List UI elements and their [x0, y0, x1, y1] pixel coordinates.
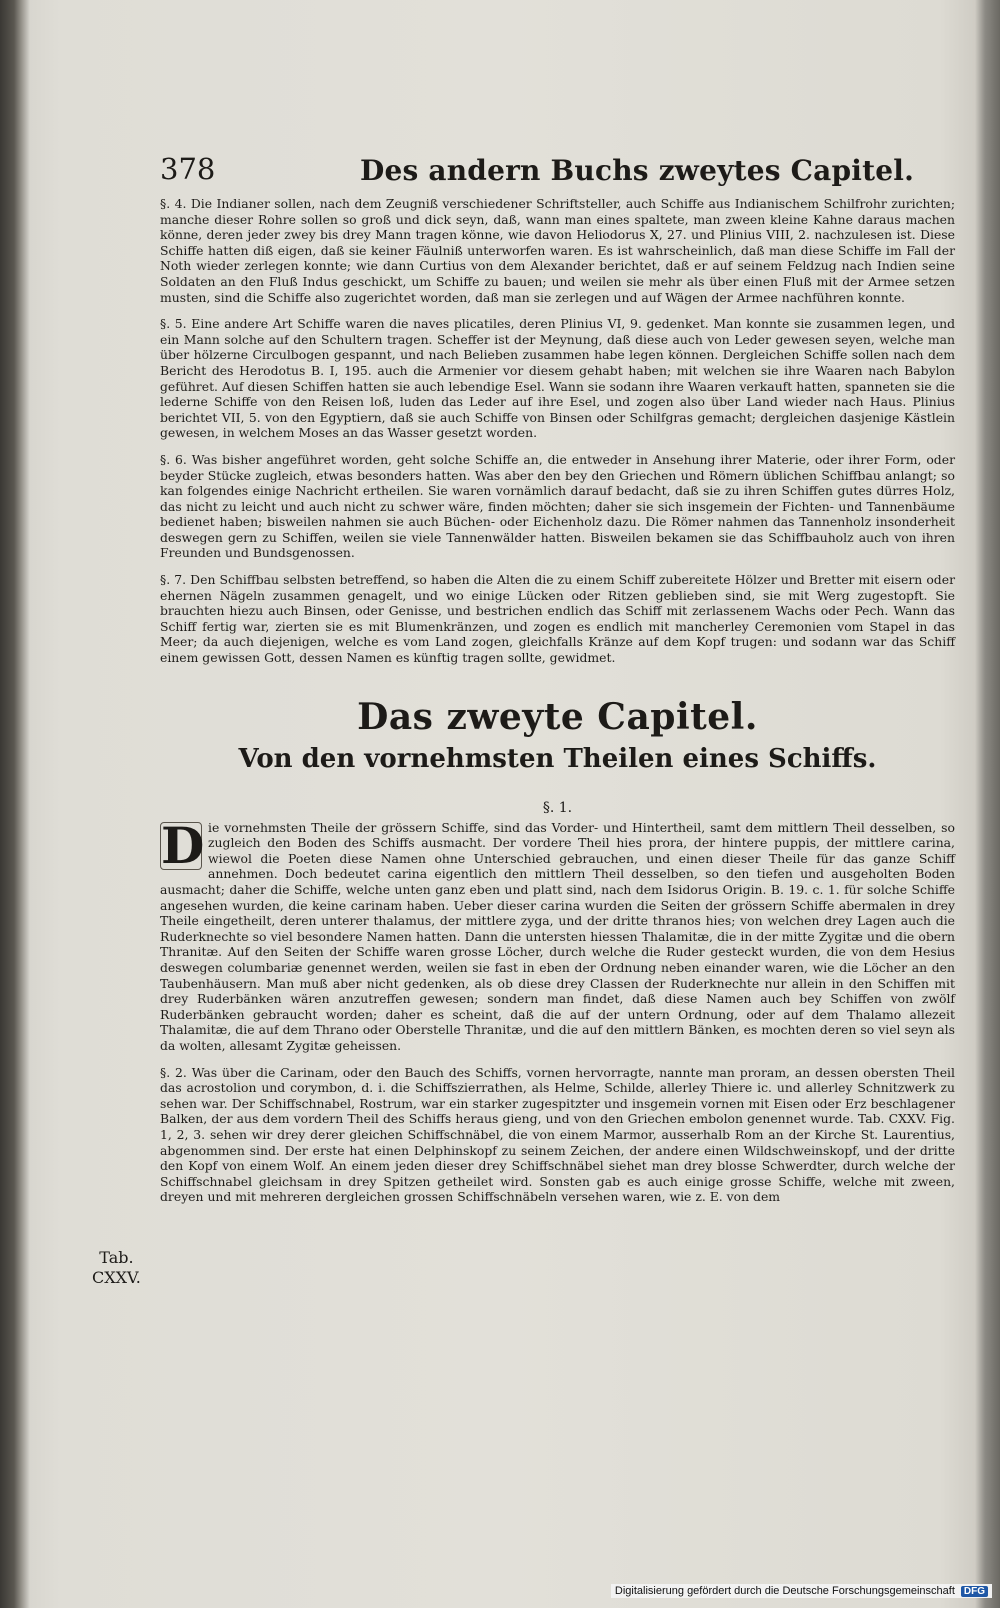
chapter-subtitle: Von den vornehmsten Theilen eines Schiffs.: [238, 743, 877, 774]
paragraph-6: §. 6. Was bisher angeführet worden, geht solche Schiffe an, die entweder in Ansehung ihrer Materie, oder ihrer Form, oder beyder Stücke zugleich, etwas besonders hatten. Was aber den bey den Griechen und Römern üblichen Schiffbau anlangt; so kan folgendes einige Nachricht ertheilen. Sie waren vornämlich darauf bedacht, daß sie zu ihren Schiffen gutes dürres Holz, das nicht zu leicht und auch nicht zu schwer wäre, finden möchten; daher sie sich insgemein der Fichten- und Tannenbäume bedienet haben; bisweilen nahmen sie auch Büchen- oder Eichenholz dazu. Die Römer nahmen das Tannenholz insonderheit deswegen gern zu Schiffen, weilen sie viele Tannenwälder hatten. Bisweilen bekamen sie das Schiffbauholz auch von ihren Freunden und Bundsgenossen.: [160, 451, 955, 561]
digitization-footer: [611, 1584, 992, 1598]
page-number: 378: [160, 152, 216, 186]
book-page: [160, 152, 955, 1522]
paragraph-4: §. 4. Die Indianer sollen, nach dem Zeugniß verschiedener Schriftsteller, auch Schiffe aus Indianischem Schilfrohr zurichten; manche dieser Rohre sollen so groß und dick seyn, daß, wann man eines spaltete, man zween kleine Kahne daraus machen könne, deren jeder zwey bis drey Mann tragen könne, wie davon Heliodorus X, 27. und Plinius VIII, 2. nachzulesen ist. Diese Schiffe hatten diß eigen, daß sie keiner Fäulniß unterworfen waren. Es ist wahrscheinlich, daß man diese Schiffe im Fall der Noth wieder zerlegen konnte; wie dann Curtius von dem Alexander berichtet, daß er auf seinem Feldzug nach Indien seine Soldaten an den Fluß Indus geschickt, um Schiffe zu bauen; und weilen sie mehr als über einen Fluß mit der Armee setzen musten, sind die Schiffe also zugerichtet worden, daß man sie zerlegen und auf Wägen der Armee nachführen konnte.: [160, 196, 955, 305]
paragraph-5: §. 5. Eine andere Art Schiffe waren die naves plicatiles, deren Plinius VI, 9. gedenket. Man konnte sie zusammen legen, und ein Mann solche auf den Schultern tragen. Scheffer ist der Meynung, daß diese auch von Leder gewesen seyen, welche man über hölzerne Circulbogen gespannt, und nach Belieben zusammen habe legen können. Dergleichen Schiffe sollen nach dem Bericht des Herodotus B. I, 195. auch die Armenier vor diesem gehabt haben; mit welchen sie ihre Waaren nach Babylon geführet. Auf diesen Schiffen hatten sie auch lebendige Esel. Wann sie sodann ihre Waaren verkauft hatten, spanneten sie die lederne Schiffe von den Reisen loß, luden das Leder auf ihre Esel, und zogen also über Land wieder nach Haus. Plinius berichtet VII, 5. von den Egyptiern, daß sie auch Schiffe von Binsen oder Schilfgras gemacht; dergleichen dasjenige Kästlein gewesen, in welchem Moses an das Wasser gesetzt worden.: [160, 316, 955, 441]
margin-note-line-2: CXXV.: [92, 1268, 141, 1287]
footer-text: Digitalisierung gefördert durch die Deutsche Forschungsgemeinschaft: [614, 1585, 955, 1597]
section-2-paragraph: §. 2. Was über die Carinam, oder den Bauch des Schiffs, vornen hervorragte, nannte man proram, an dessen obersten Theil das acrostolion und corymbon, d. i. die Schiffszierrathen, als Helme, Schilde, allerley Thiere ic. und allerley Schnitzwerk zu sehen war. Der Schiffschnabel, Rostrum, war ein starker zugespitzter und insgemein vornen mit Eisen oder Erz beschlagener Balken, der aus dem vordern Theil des Schiffs heraus gieng, und von den Griechen embolon genennet wurde. Tab. CXXV. Fig. 1, 2, 3. sehen wir drey derer gleichen Schiffschnäbel, die von einem Marmor, ausserhalb Rom an der Kirche St. Laurentius, abgenommen sind. Der erste hat einen Delphinskopf zu seinem Zeichen, der andere einen Wildschweinskopf, und der dritte den Kopf von einem Wolf. An einem jeden dieser drey Schiffschnäbel siehet man drey blosse Schwerdter, durch welche der Schiffschnabel gleichsam in drey Spitzen getheilet wird. Sonsten gab es auch einige grosse Schiffe, welche mit zween, dreyen und mit mehreren dergleichen grossen Schiffschnäbeln versehen waren, wie z. E. von dem: [160, 1064, 955, 1205]
running-head: Des andern Buchs zweytes Capitel.: [360, 154, 915, 187]
drop-cap: D: [161, 815, 205, 875]
section-1-paragraph: [160, 815, 955, 1054]
chapter-title: Das zweyte Capitel.: [357, 695, 758, 738]
section-mark: §. 1.: [542, 799, 573, 816]
margin-note-plate-reference: [92, 1248, 141, 1288]
margin-note-line-1: Tab.: [99, 1248, 134, 1267]
dfg-logo-icon: DFG: [961, 1586, 988, 1597]
section-1-text: ie vornehmsten Theile der grössern Schiffe, sind das Vorder- und Hintertheil, samt dem mittlern Theil desselben, so zugleich den Boden des Schiffs ausmacht. Der vordere Theil hies prora, der hintere puppis, der mittlere carina, wiewol die Poeten diese Namen ohne Unterschied gebrauchen, und einen dieser Theile für das ganze Schiff annehmen. Doch bedeutet carina eigentlich den mittlern Theil desselben, so den tiefen und ausgeholten Boden ausmacht; daher die Schiffe, welche unten ganz eben und platt sind, nach dem Isidorus Origin. B. 19. c. 1. für solche Schiffe angesehen wurden, die keine carinam haben. Ueber dieser carina wurden die Seiten der grössern Schiffe abermalen in drey Theile eingetheilt, deren unterer thalamus, der mittlere zyga, und der dritte thranos hies; von welchen drey Lagen auch die Ruderknechte so viel besondere Namen hatten. Dann die untersten hiessen Thalamitæ, die in der mitte Zygitæ und die obern Thranitæ. Auf den Seiten der Schiffe waren grosse Löcher, durch welche die Ruder gesteckt wurden, die von dem Hesius deswegen columbariæ genennet werden, weilen sie fast in eben der Ordnung neben einander waren, wie die Löcher an den Taubenhäusern. Man muß aber nicht gedenken, als ob diese drey Classen der Ruderknechte nur allein in den Schiffen mit drey Ruderbänken wären anzutreffen gewesen; sondern man findet, daß diese Namen auch bey Schiffen von zwölf Ruderbänken gebraucht worden; daher es scheint, daß die auf der untern Ordnung, oder auf dem Thalamo allezeit Thalamitæ, die auf dem Thrano oder Oberstelle Thranitæ, und die auf den mittlern Bänken, es mochten deren so viel seyn als da wolten, allesamt Zygitæ geheissen.: [160, 819, 955, 1053]
paragraph-7: §. 7. Den Schiffbau selbsten betreffend, so haben die Alten die zu einem Schiff zubereitete Hölzer und Bretter mit eisern oder ehernen Nägeln zusammen genagelt, und wo einige Lücken oder Ritzen geblieben sind, sie mit Werg zugestopft. Sie brauchten hiezu auch Binsen, oder Genisse, und bestrichen endlich das Schiff mit zerlassenem Wachs oder Pech. Wann das Schiff fertig war, zierten sie es mit Blumenkränzen, und zogen es endlich mit mancherley Ceremonien vom Stapel in das Meer; da auch diejenigen, welche es vom Land zogen, gleichfalls Kränze auf dem Kopf trugen: und sodann war das Schiff einem gewissen Gott, dessen Namen es künftig tragen sollte, gewidmet.: [160, 572, 955, 666]
page-header: [160, 152, 955, 196]
